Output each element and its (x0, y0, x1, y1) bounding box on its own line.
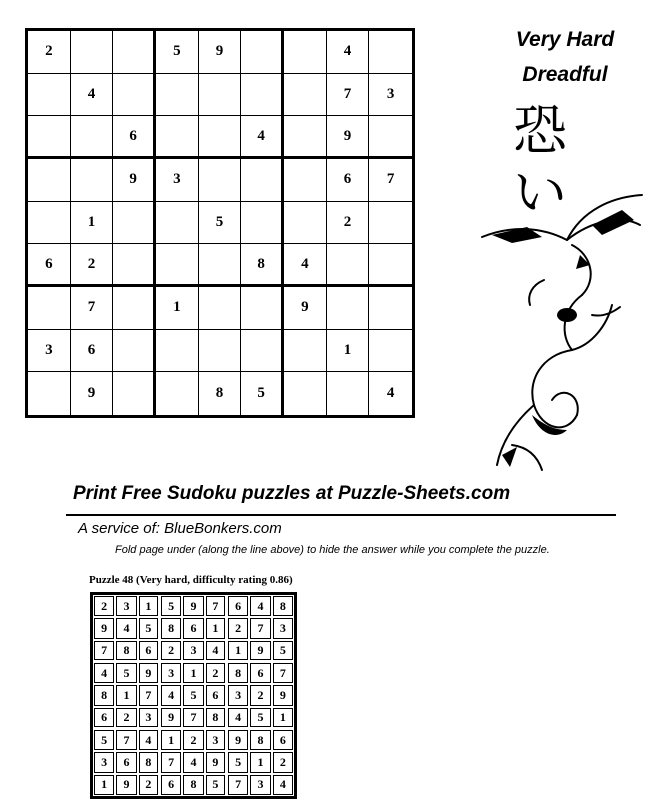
solution-cell: 3 (228, 685, 248, 705)
solution-cell: 7 (250, 618, 270, 638)
puzzle-cell: 8 (199, 372, 242, 415)
puzzle-cell (327, 287, 370, 330)
puzzle-cell: 4 (71, 74, 114, 117)
solution-cell: 9 (161, 708, 181, 727)
solution-cell: 6 (161, 775, 181, 795)
site-banner: Print Free Sudoku puzzles at Puzzle-Sheets.com (73, 483, 511, 504)
puzzle-cell: 5 (241, 372, 284, 415)
solution-cell: 5 (273, 641, 293, 660)
solution-cell: 5 (250, 708, 270, 727)
puzzle-cell (199, 330, 242, 373)
puzzle-cell: 6 (71, 330, 114, 373)
puzzle-cell (369, 330, 412, 373)
solution-cell: 2 (183, 730, 203, 750)
puzzle-cell (241, 159, 284, 202)
solution-cell: 3 (206, 730, 225, 750)
solution-cell: 1 (94, 775, 114, 795)
puzzle-cell (156, 244, 199, 287)
solution-cell: 9 (228, 730, 248, 750)
solution-cell: 2 (206, 663, 225, 683)
solution-cell: 7 (139, 685, 158, 705)
solution-cell: 4 (273, 775, 293, 795)
solution-cell: 6 (116, 752, 136, 772)
solution-cell: 1 (228, 641, 248, 660)
puzzle-cell: 3 (369, 74, 412, 117)
puzzle-cell: 1 (327, 330, 370, 373)
solution-cell: 9 (139, 663, 158, 683)
puzzle-cell (28, 202, 71, 245)
solution-cell: 1 (183, 663, 203, 683)
puzzle-cell (241, 330, 284, 373)
puzzle-cell: 3 (156, 159, 199, 202)
solution-cell: 5 (228, 752, 248, 772)
sudoku-solution-grid (90, 592, 297, 799)
solution-cell: 1 (161, 730, 181, 750)
solution-cell: 5 (116, 663, 136, 683)
puzzle-cell (199, 287, 242, 330)
solution-cell: 6 (228, 596, 248, 616)
solution-cell: 4 (183, 752, 203, 772)
kanji-title: 恐い (513, 99, 567, 224)
solution-cell: 8 (228, 663, 248, 683)
solution-cell: 8 (161, 618, 181, 638)
solution-cell: 1 (273, 708, 293, 727)
solution-cell: 1 (250, 752, 270, 772)
puzzle-cell: 1 (156, 287, 199, 330)
puzzle-cell (284, 330, 327, 373)
solution-cell: 3 (161, 663, 181, 683)
solution-cell: 3 (94, 752, 114, 772)
solution-cell: 4 (139, 730, 158, 750)
solution-cell: 4 (116, 618, 136, 638)
puzzle-cell: 2 (71, 244, 114, 287)
puzzle-cell (28, 287, 71, 330)
puzzle-cell (327, 244, 370, 287)
puzzle-cell (113, 244, 156, 287)
puzzle-cell (28, 116, 71, 159)
solution-cell: 3 (273, 618, 293, 638)
solution-cell: 1 (139, 596, 158, 616)
solution-cell: 9 (183, 596, 203, 616)
solution-cell: 1 (206, 618, 225, 638)
puzzle-cell (71, 31, 114, 74)
puzzle-cell: 9 (71, 372, 114, 415)
puzzle-cell (28, 74, 71, 117)
solution-cell: 3 (183, 641, 203, 660)
solution-cell: 8 (206, 708, 225, 727)
solution-cell: 7 (183, 708, 203, 727)
puzzle-cell (199, 74, 242, 117)
puzzle-cell (284, 372, 327, 415)
puzzle-cell (156, 330, 199, 373)
solution-cell: 9 (94, 618, 114, 638)
solution-cell: 4 (206, 641, 225, 660)
puzzle-cell (156, 74, 199, 117)
puzzle-cell: 7 (327, 74, 370, 117)
solution-cell: 8 (94, 685, 114, 705)
puzzle-cell: 9 (113, 159, 156, 202)
puzzle-cell (71, 116, 114, 159)
puzzle-cell (369, 116, 412, 159)
solution-cell: 6 (183, 618, 203, 638)
solution-cell: 8 (139, 752, 158, 772)
puzzle-cell (113, 74, 156, 117)
puzzle-cell (156, 372, 199, 415)
puzzle-cell (241, 74, 284, 117)
solution-cell: 9 (250, 641, 270, 660)
puzzle-cell: 4 (241, 116, 284, 159)
solution-cell: 3 (250, 775, 270, 795)
difficulty-label: Very Hard (515, 28, 615, 51)
solution-cell: 2 (139, 775, 158, 795)
sudoku-puzzle-grid (25, 28, 415, 418)
puzzle-cell: 1 (71, 202, 114, 245)
solution-cell: 6 (273, 730, 293, 750)
puzzle-cell (369, 244, 412, 287)
fold-instructions: Fold page under (along the line above) to hide the answer while you complete the puzzle. (115, 544, 550, 556)
solution-cell: 2 (94, 596, 114, 616)
puzzle-cell: 3 (28, 330, 71, 373)
solution-cell: 2 (250, 685, 270, 705)
puzzle-cell (284, 74, 327, 117)
solution-cell: 7 (273, 663, 293, 683)
solution-cell: 6 (250, 663, 270, 683)
puzzle-cell (369, 202, 412, 245)
solution-cell: 5 (94, 730, 114, 750)
puzzle-cell (71, 159, 114, 202)
solution-cell: 7 (116, 730, 136, 750)
solution-cell: 8 (183, 775, 203, 795)
solution-cell: 2 (273, 752, 293, 772)
puzzle-cell: 2 (28, 31, 71, 74)
solution-cell: 6 (206, 685, 225, 705)
solution-cell: 4 (94, 663, 114, 683)
puzzle-cell (199, 244, 242, 287)
puzzle-cell: 7 (71, 287, 114, 330)
puzzle-cell (284, 31, 327, 74)
puzzle-cell: 2 (327, 202, 370, 245)
puzzle-cell (241, 287, 284, 330)
difficulty-sublabel: Dreadful (522, 63, 608, 86)
solution-cell: 7 (206, 596, 225, 616)
solution-cell: 1 (116, 685, 136, 705)
answer-title: Puzzle 48 (Very hard, difficulty rating 0.86) (89, 574, 293, 586)
solution-cell: 9 (206, 752, 225, 772)
puzzle-cell (113, 202, 156, 245)
puzzle-cell: 6 (327, 159, 370, 202)
solution-cell: 7 (94, 641, 114, 660)
puzzle-cell (284, 202, 327, 245)
puzzle-cell: 7 (369, 159, 412, 202)
puzzle-cell: 4 (284, 244, 327, 287)
solution-cell: 2 (116, 708, 136, 727)
solution-cell: 4 (250, 596, 270, 616)
solution-cell: 5 (183, 685, 203, 705)
puzzle-cell (369, 31, 412, 74)
solution-cell: 6 (139, 641, 158, 660)
puzzle-cell (113, 31, 156, 74)
solution-cell: 8 (250, 730, 270, 750)
solution-cell: 3 (116, 596, 136, 616)
solution-cell: 3 (139, 708, 158, 727)
puzzle-cell (369, 287, 412, 330)
fold-line (66, 514, 616, 516)
puzzle-cell (241, 202, 284, 245)
puzzle-cell: 4 (386, 385, 395, 402)
puzzle-cell (156, 116, 199, 159)
puzzle-cell: 8 (241, 244, 284, 287)
solution-cell: 9 (116, 775, 136, 795)
puzzle-cell: 6 (113, 116, 156, 159)
puzzle-cell (284, 159, 327, 202)
solution-cell: 5 (161, 596, 181, 616)
puzzle-cell: 4 (327, 31, 370, 74)
solution-cell: 7 (228, 775, 248, 795)
solution-cell: 6 (94, 708, 114, 727)
puzzle-cell (199, 116, 242, 159)
puzzle-cell (113, 287, 156, 330)
solution-cell: 8 (116, 641, 136, 660)
solution-cell: 9 (273, 685, 293, 705)
puzzle-cell (284, 116, 327, 159)
puzzle-cell: 5 (156, 31, 199, 74)
puzzle-cell (28, 159, 71, 202)
puzzle-cell: 5 (199, 202, 242, 245)
puzzle-cell: 9 (199, 31, 242, 74)
service-credit: A service of: BlueBonkers.com (78, 520, 282, 537)
puzzle-cell (241, 31, 284, 74)
puzzle-cell (113, 330, 156, 373)
puzzle-cell (327, 372, 370, 415)
solution-cell: 4 (228, 708, 248, 727)
solution-cell: 2 (161, 641, 181, 660)
solution-cell: 7 (161, 752, 181, 772)
puzzle-cell (113, 372, 156, 415)
puzzle-cell: 6 (28, 244, 71, 287)
solution-cell: 2 (228, 618, 248, 638)
puzzle-cell (28, 372, 71, 415)
puzzle-cell (199, 159, 242, 202)
solution-cell: 5 (206, 775, 225, 795)
puzzle-cell: 9 (327, 116, 370, 159)
dragon-icon (472, 185, 647, 475)
puzzle-cell (156, 202, 199, 245)
puzzle-cell: 9 (284, 287, 327, 330)
solution-cell: 8 (273, 596, 293, 616)
solution-cell: 4 (161, 685, 181, 705)
solution-cell: 5 (139, 618, 158, 638)
